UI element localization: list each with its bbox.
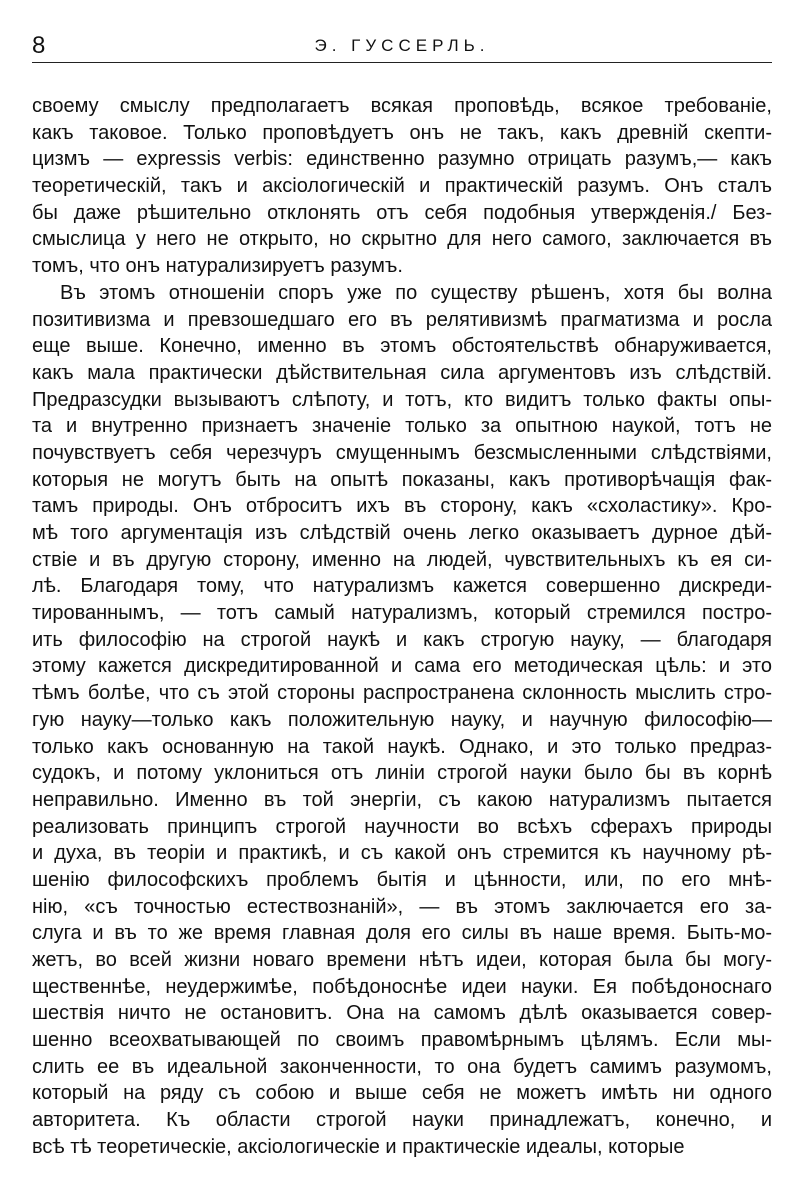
- text-line: щественнѣе, неудержимѣе, побѣдоноснѣе идеи науки. Ея побѣдоноснаго: [32, 975, 772, 998]
- text-line: лѣ. Благодаря тому, что натурализмъ кажется совершенно дискреди-: [32, 575, 772, 598]
- text-line: смыслица у него не открыто, но скрытно для него самого, заключается въ: [32, 228, 772, 251]
- text-line: этому кажется дискредитированной и сама его методическая цѣль: и это: [32, 655, 772, 678]
- running-head: Э. ГУССЕРЛЬ.: [314, 36, 490, 55]
- text-line: тированнымъ, — тотъ самый натурализмъ, который стремился постро-: [32, 602, 772, 625]
- text-line: ствіе и въ другую сторону, именно на людей, чувствительныхъ къ ея си-: [32, 548, 772, 571]
- page-number: 8: [32, 32, 46, 59]
- text-line: слуга и въ то же время главная доля его силы въ наше время. Быть-мо-: [32, 922, 772, 945]
- text-line: всѣ тѣ теоретическіе, аксіологическіе и практическіе идеалы, которые: [32, 1135, 685, 1158]
- text-line: теоретическій, такъ и аксіологическій и практическій разумъ. Онъ сталъ: [32, 175, 772, 198]
- text-line: авторитета. Къ области строгой науки принадлежатъ, конечно, и: [32, 1109, 772, 1132]
- text-line: шествія ничто не остановитъ. Она на самомъ дѣлѣ оказывается совер-: [32, 1002, 772, 1025]
- text-line: ить философію на строгой наукѣ и какъ строгую науку, — благодаря: [32, 628, 772, 651]
- text-line: нію, «съ точностью естествознаній», — въ этомъ заключается его за-: [32, 895, 772, 918]
- text-line: только какъ основанную на такой наукѣ. Однако, и это только предраз-: [32, 735, 772, 758]
- text-line: гую науку—только какъ положительную науку, и научную философію—: [32, 708, 772, 731]
- text-line: тамъ природы. Онъ отброситъ ихъ въ сторону, какъ «схоластику». Кро-: [32, 495, 772, 518]
- text-line: почувствуетъ себя черезчуръ смущеннымъ безсмысленными слѣдствіями,: [32, 441, 772, 464]
- page-header: [32, 28, 772, 58]
- text-line: тѣмъ болѣе, что съ этой стороны распространена склонность мыслить стро-: [32, 682, 772, 705]
- text-line: бы даже рѣшительно отклонять отъ себя подобныя утвержденія./ Без-: [32, 201, 772, 224]
- text-line: еще выше. Конечно, именно въ этомъ обстоятельствѣ обнаруживается,: [32, 335, 772, 358]
- text-line: томъ, что онъ натурализируетъ разумъ.: [32, 255, 403, 278]
- text-line: своему смыслу предполагаетъ всякая проповѣдь, всякое требованіе,: [32, 95, 772, 117]
- paragraph: [32, 93, 772, 280]
- text-line: та и внутренно признаетъ значеніе только за опытною наукой, тотъ не: [32, 415, 772, 438]
- text-line: какъ таковое. Только проповѣдуетъ онъ не такъ, какъ древній скепти-: [32, 121, 772, 144]
- text-line: и духа, въ теоріи и практикѣ, и съ какой онъ стремится къ научному рѣ-: [32, 842, 772, 865]
- text-line: шенно всеохватывающей по своимъ правомѣрнымъ цѣлямъ. Если мы-: [32, 1029, 772, 1052]
- text-line: шенію философскихъ проблемъ бытія и цѣнности, или, по его мнѣ-: [32, 868, 772, 891]
- text-line: какъ мала практически дѣйствительная сила аргументовъ изъ слѣдствій.: [32, 361, 772, 384]
- text-line: жетъ, во всей жизни новаго времени нѣтъ идеи, которая была бы могу-: [32, 949, 772, 971]
- text-line: слить ее въ идеальной законченности, то она будетъ самимъ разумомъ,: [32, 1055, 772, 1078]
- text-line: реализовать принципъ строгой научности во всѣхъ сферахъ природы: [32, 815, 772, 838]
- text-line: судокъ, и потому уклониться отъ линіи строгой науки было бы въ корнѣ: [32, 762, 772, 785]
- text-line: неправильно. Именно въ той энергіи, съ какою натурализмъ пытается: [32, 788, 772, 811]
- paragraph: [32, 280, 772, 1161]
- text-line: которыя не могутъ быть на опытѣ показаны, какъ противорѣчащія фак-: [32, 468, 772, 491]
- text-line: цизмъ — expressis verbis: единственно разумно отрицать разумъ,— какъ: [32, 148, 772, 171]
- text-line: Предразсудки вызываютъ слѣпоту, и тотъ, кто видитъ только факты опы-: [32, 388, 772, 411]
- text-line: который на ряду съ собою и выше себя не можетъ имѣть ни одного: [32, 1082, 772, 1105]
- text-line: мѣ того аргументація изъ слѣдствій очень легко оказываетъ дурное дѣй-: [32, 522, 772, 544]
- body-text: [32, 93, 772, 1161]
- text-line: позитивизма и превзошедшаго его въ релятивизмѣ прагматизма и росла: [32, 308, 772, 331]
- header-rule: [32, 62, 772, 63]
- text-line: Въ этомъ отношеніи споръ уже по существу рѣшенъ, хотя бы волна: [60, 281, 772, 304]
